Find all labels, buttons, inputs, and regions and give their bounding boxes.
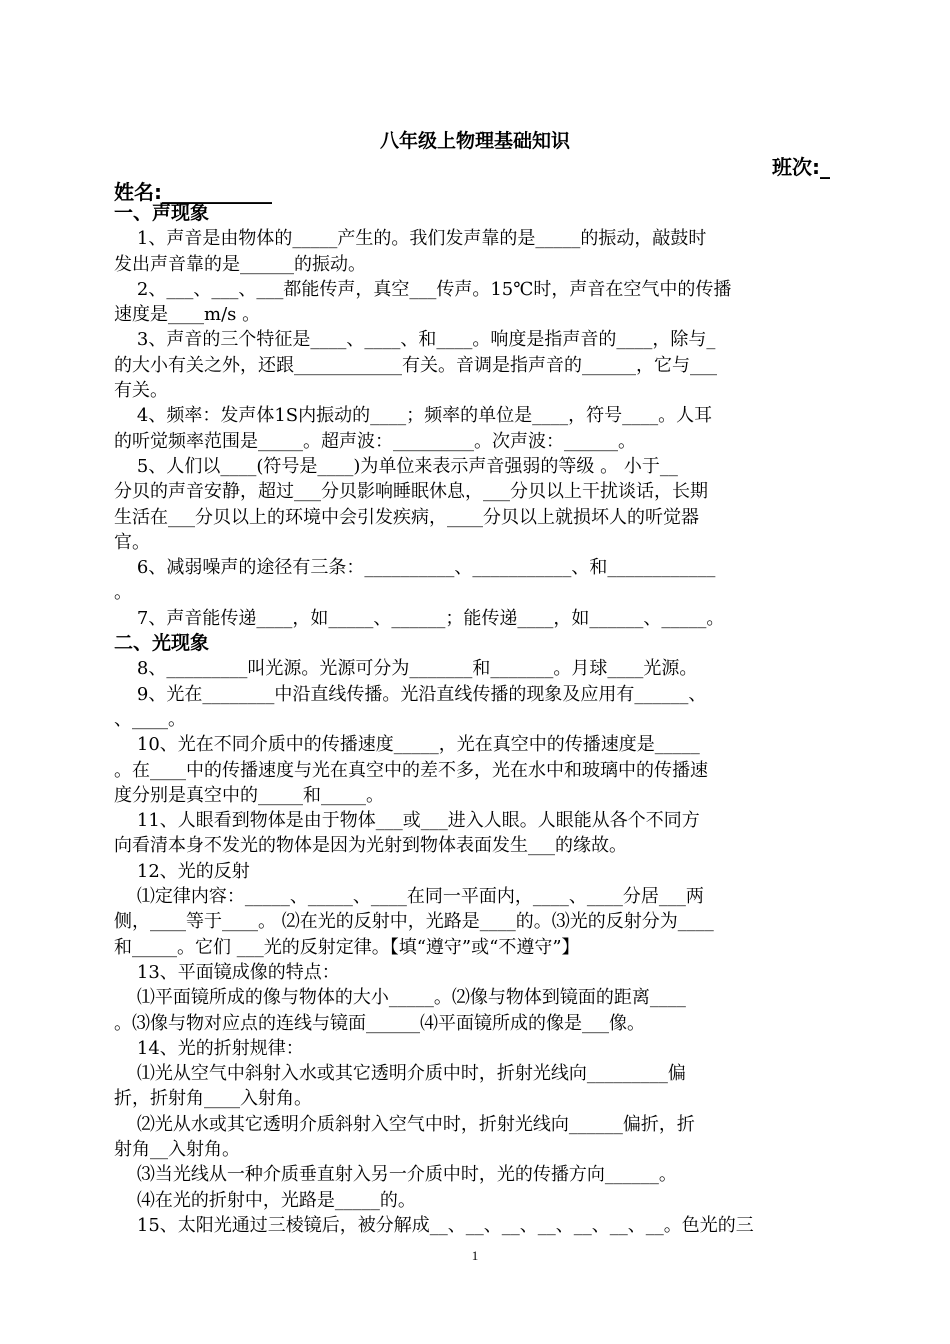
text-line: 有关。 <box>114 380 168 402</box>
text-line: ⑴定律内容：_____、_____、____在同一平面内，____、____分居___两 <box>114 886 704 908</box>
text-line: 7、声音能传递____，如_____、______；能传递____，如______、_____。 <box>114 607 725 629</box>
text-line: 3、声音的三个特征是____、____、和____。响度是指声音的____，除与_ <box>114 329 716 351</box>
text-line: ⑴平面镜所成的像与物体的大小_____。⑵像与物体到镜面的距离____ <box>114 987 686 1009</box>
text-line: 官。 <box>114 531 150 553</box>
text-line: 和_____。它们 ___光的反射定律。【填“遵守”或“不遵守”】 <box>114 936 580 958</box>
text-line: 8、_________叫光源。光源可分为_______和_______。月球____光源。 <box>114 658 698 680</box>
text-line: 。在____中的传播速度与光在真空中的差不多，光在水中和玻璃中的传播速 <box>114 759 708 781</box>
text-line: 1、声音是由物体的_____产生的。我们发声靠的是_____的振动，敲鼓时 <box>114 228 707 250</box>
page-title: 八年级上物理基础知识 <box>379 130 570 152</box>
section-heading: 二、光现象 <box>114 632 210 655</box>
text-line: ⑴光从空气中斜射入水或其它透明介质中时，折射光线向_________偏 <box>114 1063 686 1085</box>
text-line: ⑵光从水或其它透明介质斜射入空气中时，折射光线向______偏折，折 <box>114 1113 695 1135</box>
text-line: 13、平面镜成像的特点： <box>114 961 340 983</box>
text-line: 2、___、___、___都能传声，真空___传声。15℃时，声音在空气中的传播 <box>114 278 732 300</box>
text-line: 15、太阳光通过三棱镜后，被分解成__、__、__、__、__、__、__。色光的三 <box>114 1214 754 1236</box>
text-line: 9、光在________中沿直线传播。光沿直线传播的现象及应用有______、 <box>114 683 707 705</box>
text-line: 发出声音靠的是______的振动。 <box>114 253 366 275</box>
text-line: 分贝的声音安静，超过___分贝影响睡眠休息，___分贝以上干扰谈话，长期 <box>114 481 708 503</box>
text-line: 5、人们以____(符号是____)为单位来表示声音强弱的等级 。 小于__ <box>114 455 678 477</box>
text-line: 12、光的反射 <box>114 860 250 882</box>
text-line: 生活在___分贝以上的环境中会引发疾病，____分贝以上就损坏人的听觉器 <box>114 506 699 528</box>
document-body <box>114 201 838 1238</box>
text-line: 折，折射角____入射角。 <box>114 1088 312 1110</box>
text-line: 射角__入射角。 <box>114 1138 240 1160</box>
text-line: 4、频率：发声体1S内振动的____；频率的单位是____，符号____。人耳 <box>114 405 713 427</box>
text-line: 14、光的折射规律： <box>114 1037 304 1059</box>
text-line: ⑷在光的折射中，光路是_____的。 <box>114 1189 416 1211</box>
text-line: 6、减弱噪声的途径有三条：__________、___________、和____________ <box>114 557 716 579</box>
text-line: 。 <box>114 582 132 604</box>
class-label: 班次:_ <box>772 155 830 179</box>
text-line: 速度是____m/s 。 <box>114 304 261 326</box>
text-line: 向看清本身不发光的物体是因为光射到物体表面发生___的缘故。 <box>114 835 627 857</box>
text-line: 侧，____等于____。 ⑵在光的反射中，光路是____的。⑶光的反射分为____ <box>114 911 714 933</box>
text-line: 的大小有关之外，还跟____________有关。音调是指声音的______，它与___ <box>114 354 717 376</box>
page-number: 1 <box>471 1248 479 1263</box>
text-line: 的听觉频率范围是_____。超声波：_________。次声波：______。 <box>114 430 636 452</box>
text-line: 度分别是真空中的_____和_____。 <box>114 784 384 806</box>
text-line: 、____。 <box>114 708 186 730</box>
text-line: 10、光在不同介质中的传播速度_____，光在真空中的传播速度是_____ <box>114 734 700 756</box>
text-line: 。⑶像与物对应点的连线与镜面______⑷平面镜所成的像是___像。 <box>114 1012 645 1034</box>
text-line: 11、人眼看到物体是由于物体___或___进入人眼。人眼能从各个不同方 <box>114 810 700 832</box>
text-line: ⑶当光线从一种介质垂直射入另一介质中时，光的传播方向______。 <box>114 1164 677 1186</box>
section-heading: 一、声现象 <box>114 202 210 224</box>
name-label: 姓名:___________ <box>114 180 272 204</box>
